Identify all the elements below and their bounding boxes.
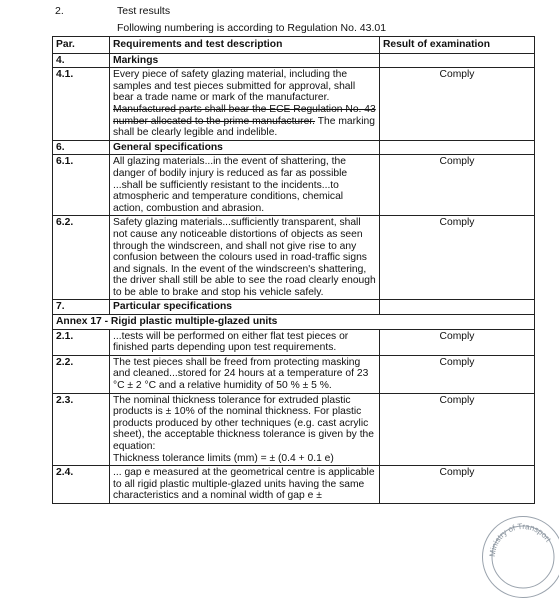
row-result: Comply: [380, 68, 535, 141]
row-par: 7.: [53, 300, 110, 315]
section-number: 2.: [55, 5, 64, 17]
struck-text: Manufactured parts shall bear the ECE Regulation No. 43 number allocated to the prime manufacturer.: [113, 103, 376, 127]
row-requirement: All glazing materials...in the event of shattering, the danger of bodily injury is reduced as far as possible ...shall be sufficiently resistant to the incidents...to atmospheric and temperature conditions, chemical action, combustion and abrasion.: [110, 155, 380, 216]
stamp-text: Ministry of Transport: [487, 521, 553, 558]
row-requirement: [110, 393, 380, 466]
row-par: 2.3.: [53, 393, 110, 466]
table-row: [53, 155, 535, 216]
section-label: General specifications: [110, 140, 380, 155]
section-label: Particular specifications: [110, 300, 380, 315]
official-stamp-icon: [482, 516, 559, 598]
row-result: Comply: [380, 216, 535, 300]
column-header-par: Par.: [53, 37, 110, 54]
table-row: [53, 53, 535, 68]
row-result: Comply: [380, 155, 535, 216]
row-result: [380, 53, 535, 68]
row-requirement: Safety glazing materials...sufficiently transparent, shall not cause any noticeable distortions of objects as seen through the windscreen, and shall not give rise to any confusion between the colours used in road-traffic signs and signals. In the event of the windscreen's shattering, the driver shall still be able to see the road clearly enough to be able to brake and stop his vehicle safely.: [110, 216, 380, 300]
row-requirement: ... gap e measured at the geometrical centre is applicable to all rigid plastic multiple-glazed units having the same characteristics and a nominal width of gap e ±: [110, 466, 380, 504]
table-row: [53, 300, 535, 315]
row-result: Comply: [380, 355, 535, 393]
table-row: [53, 466, 535, 504]
row-result: Comply: [380, 466, 535, 504]
requirement-text-continued: The marking shall be clearly legible and indelible.: [113, 115, 375, 139]
row-result: [380, 140, 535, 155]
annex-title: Annex 17 - Rigid plastic multiple-glazed units: [53, 315, 535, 330]
row-par: 2.1.: [53, 329, 110, 355]
row-result: Comply: [380, 393, 535, 466]
row-par: 4.1.: [53, 68, 110, 141]
row-par: 2.4.: [53, 466, 110, 504]
column-header-result: Result of examination: [380, 37, 535, 54]
column-header-requirements: Requirements and test description: [110, 37, 380, 54]
svg-text:Ministry of Transport: [488, 522, 553, 557]
row-result: Comply: [380, 329, 535, 355]
row-requirement: [110, 68, 380, 141]
annex-row: [53, 315, 535, 330]
test-results-table: [52, 36, 535, 504]
row-result: [380, 300, 535, 315]
table-row: [53, 393, 535, 466]
section-title: Test results: [117, 5, 171, 17]
requirement-text: The nominal thickness tolerance for extruded plastic products is ± 10% of the nominal thickness. For plastic products produced by other techniques (e.g. cast acrylic sheet), the acceptable thickness tolerance is given by the equation:: [113, 394, 375, 452]
row-requirement: ...tests will be performed on either flat test pieces or finished parts depending upon test requirements.: [110, 329, 380, 355]
table-row: [53, 140, 535, 155]
row-par: 6.: [53, 140, 110, 155]
row-par: 4.: [53, 53, 110, 68]
requirement-text: Every piece of safety glazing material, including the samples and test pieces submitted for approval, shall bear a trade name or mark of the manufacturer.: [113, 69, 356, 104]
row-par: 2.2.: [53, 355, 110, 393]
tolerance-formula: Thickness tolerance limits (mm) = ± (0.4 + 0.1 e): [113, 452, 334, 464]
table-row: [53, 68, 535, 141]
section-label: Markings: [110, 53, 380, 68]
table-row: [53, 216, 535, 300]
row-requirement: The test pieces shall be freed from protecting masking and cleaned...stored for 24 hours at a temperature of 23 °C ± 2 °C and a relative humidity of 50 % ± 5 %.: [110, 355, 380, 393]
table-header-row: [53, 37, 535, 54]
numbering-note: Following numbering is according to Regulation No. 43.01: [117, 22, 387, 34]
table-row: [53, 329, 535, 355]
row-par: 6.2.: [53, 216, 110, 300]
table-row: [53, 355, 535, 393]
row-par: 6.1.: [53, 155, 110, 216]
